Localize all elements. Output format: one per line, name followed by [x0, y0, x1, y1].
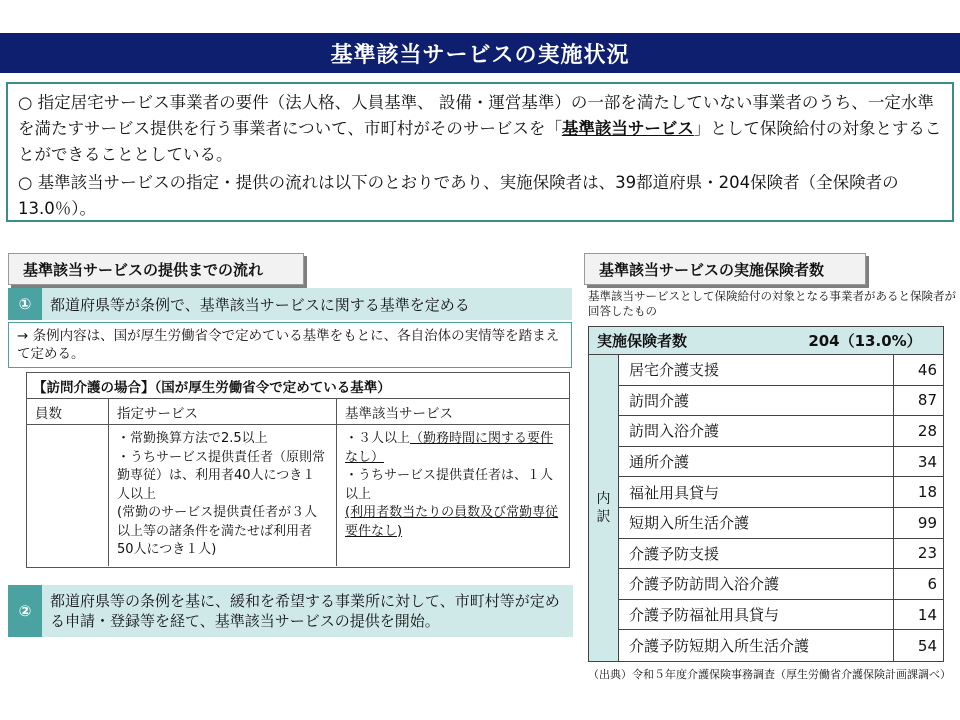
table-row: [619, 477, 943, 508]
service-name: 介護予防福祉用具貸与: [629, 606, 780, 625]
flow-section-label: 基準該当サービスの提供までの流れ: [8, 253, 304, 285]
cell-empty: [27, 425, 109, 566]
table-row: [619, 355, 943, 386]
col-standard: 基準該当サービス: [345, 406, 453, 422]
visit-table-columns: [27, 399, 569, 425]
summary-text: ○ 指定居宅サービス事業者の要件（法人格、人員基準、 設備・運営基準）の一部を満たしていない事業者のうち、一定水準を満たすサービス提供を行う事業者について、市町村がそのサービスを「: [18, 93, 934, 138]
table-row: [619, 539, 943, 570]
insurer-count: 6: [893, 569, 943, 599]
table-row: [619, 508, 943, 539]
insurer-count: 23: [893, 539, 943, 569]
insurers-note: 基準該当サービスとして保険給付の対象となる事業者があると保険者が回答したもの: [588, 289, 956, 318]
standard-note: （勤務時間に関する要件なし）: [345, 431, 554, 465]
header-label: 実施保険者数: [597, 332, 688, 350]
service-name: 通所介護: [629, 453, 690, 472]
insurers-table-header: [589, 327, 943, 355]
step-number: ①: [8, 288, 42, 320]
step-text: 都道府県等が条例で、基準該当サービスに関する基準を定める: [42, 288, 572, 320]
col-designated: 指定サービス: [109, 399, 337, 424]
header-value: 204（13.0%）: [808, 332, 922, 350]
summary-highlight: 基準該当サービス: [561, 119, 694, 138]
insurer-count: 46: [893, 355, 943, 385]
designated-criteria: ・常勤換算方法で2.5以上 ・うちサービス提供責任者（原則常勤専従）は、利用者40人につき１人以上 (常勤のサービス提供責任者が３人以上等の諸条件を満たせば利用者50人につき１人): [109, 425, 337, 566]
service-name: 介護予防支援: [629, 544, 720, 563]
table-row: [619, 630, 943, 661]
summary-paragraph-1: [18, 90, 942, 168]
breakdown-label: 内 訳: [589, 355, 619, 661]
step-text: 都道府県等の条例を基に、緩和を希望する事業所に対して、市町村等が定める申請・登録等を経て、基準該当サービスの提供を開始。: [42, 585, 573, 637]
insurers-table-body: [589, 355, 943, 661]
insurer-count: 18: [893, 477, 943, 507]
summary-text: 」として保険給付の対象とすることができることとしている。: [18, 119, 942, 164]
service-name: 訪問入浴介護: [629, 422, 720, 441]
standard-note: (利用者数当たりの員数及び常勤専従要件なし): [345, 505, 559, 539]
insurer-count: 54: [893, 630, 943, 661]
visit-table-header: 【訪問介護の場合】（国が厚生労働省令で定めている基準）: [27, 373, 569, 399]
insurer-count: 87: [893, 386, 943, 416]
insurers-table: [588, 326, 944, 662]
flow-step-2: [8, 585, 573, 637]
summary-paragraph-2: ○ 基準該当サービスの指定・提供の流れは以下のとおりであり、実施保険者は、39都道府県・204保険者（全保険者の13.0％）。: [18, 173, 899, 218]
visit-care-table: [26, 372, 570, 568]
service-name: 福祉用具貸与: [629, 483, 720, 502]
col-staff: 員数: [27, 399, 109, 424]
summary-box: [6, 82, 954, 222]
standard-line: ・うちサービス提供責任者は、１人以上: [345, 468, 554, 502]
insurer-count: 14: [893, 600, 943, 630]
table-row: [619, 416, 943, 447]
table-row: [619, 447, 943, 478]
source-note: （出典）令和５年度介護保険事務調査（厚生労働省介護保険計画課調べ）: [588, 668, 951, 681]
insurer-count: 99: [893, 508, 943, 538]
service-name: 居宅介護支援: [629, 361, 720, 380]
service-name: 介護予防短期入所生活介護: [629, 637, 810, 656]
step-number: ②: [8, 585, 42, 637]
service-name: 介護予防訪問入浴介護: [629, 575, 780, 594]
insurers-section-label: 基準該当サービスの実施保険者数: [584, 253, 866, 285]
table-row: [619, 569, 943, 600]
insurer-count: 34: [893, 447, 943, 477]
standard-line: ・３人以上: [345, 431, 411, 446]
service-name: 訪問介護: [629, 391, 690, 410]
visit-table-body: [27, 425, 569, 566]
standard-criteria: [337, 425, 569, 566]
breakdown-rows: [619, 355, 943, 661]
table-row: [619, 386, 943, 417]
page-title: 基準該当サービスの実施状況: [0, 33, 960, 73]
insurer-count: 28: [893, 416, 943, 446]
table-row: [619, 600, 943, 631]
service-name: 短期入所生活介護: [629, 514, 750, 533]
step-1-note: → 条例内容は、国が厚生労働省令で定めている基準をもとに、各自治体の実情等を踏まえて定める。: [8, 322, 572, 368]
flow-step-1: [8, 288, 572, 320]
